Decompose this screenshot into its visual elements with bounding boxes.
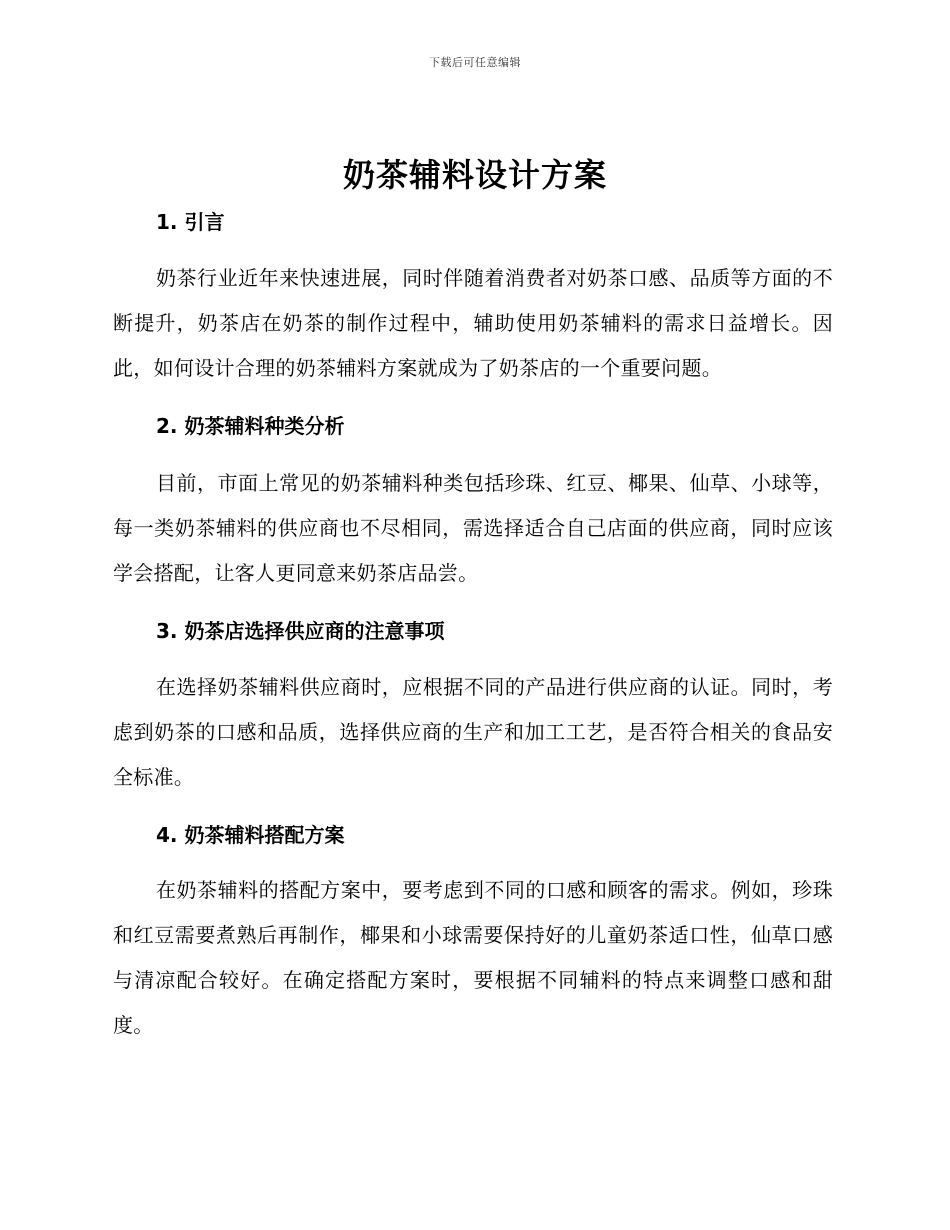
section-heading-type-analysis: 2. 奶茶辅料种类分析 bbox=[156, 414, 345, 438]
section-body-pairing-plan: 在奶茶辅料的搭配方案中，要考虑到不同的口感和顾客的需求。例如，珍珠和红豆需要煮熟后再制作，椰果和小球需要保持好的儿童奶茶适口性，仙草口感与清凉配合较好。在确定搭配方案时，要根据不同辅料的特点来调整口感和甜度。 bbox=[113, 878, 833, 1037]
section-body-supplier-notes: 在选择奶茶辅料供应商时，应根据不同的产品进行供应商的认证。同时，考虑到奶茶的口感和品质，选择供应商的生产和加工工艺，是否符合相关的食品安全标准。 bbox=[113, 675, 833, 789]
header-note: 下载后可任意编辑 bbox=[429, 56, 521, 69]
section-heading-pairing-plan: 4. 奶茶辅料搭配方案 bbox=[156, 823, 345, 847]
section-body-type-analysis: 目前，市面上常见的奶茶辅料种类包括珍珠、红豆、椰果、仙草、小球等，每一类奶茶辅料的供应商也不尽相同，需选择适合自己店面的供应商，同时应该学会搭配，让客人更同意来奶茶店品尝。 bbox=[113, 471, 833, 585]
section-body-introduction: 奶茶行业近年来快速进展，同时伴随着消费者对奶茶口感、品质等方面的不断提升，奶茶店在奶茶的制作过程中，辅助使用奶茶辅料的需求日益增长。因此，如何设计合理的奶茶辅料方案就成为了奶茶店的一个重要问题。 bbox=[113, 266, 833, 380]
section-heading-supplier-notes: 3. 奶茶店选择供应商的注意事项 bbox=[156, 619, 445, 643]
section-heading-introduction: 1. 引言 bbox=[156, 210, 225, 234]
document-title: 奶茶辅料设计方案 bbox=[342, 156, 607, 194]
